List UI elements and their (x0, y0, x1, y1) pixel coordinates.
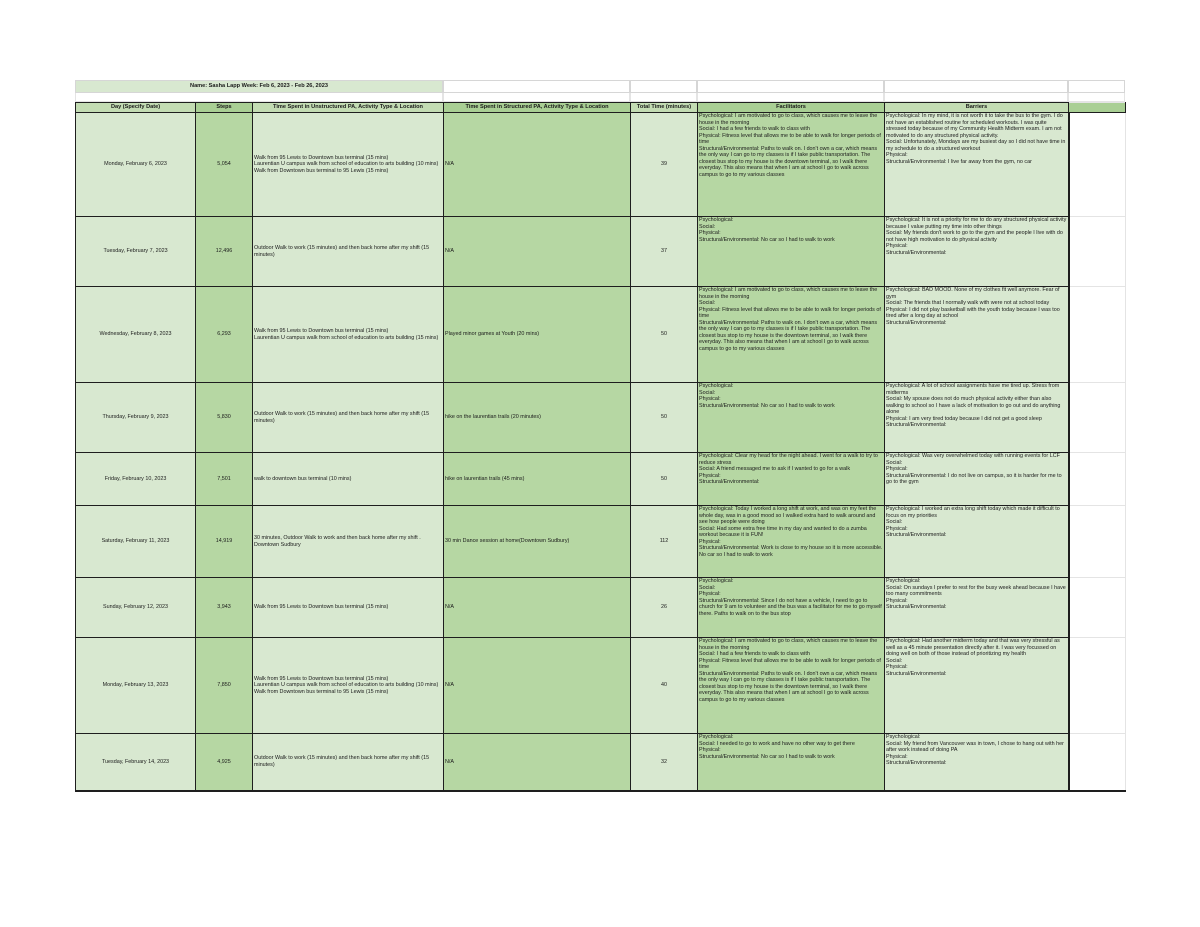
cell-line: Psychological: (886, 578, 921, 584)
header-day[interactable]: Day (Specify Date) (76, 103, 196, 113)
facilitators-cell[interactable] (698, 506, 885, 578)
steps-cell[interactable]: 5,830 (196, 383, 253, 453)
structured-pa-cell[interactable]: hike on laurentian trails (45 mins) (444, 453, 631, 506)
unstructured-pa-cell[interactable] (253, 113, 444, 217)
empty-cell[interactable] (1069, 578, 1126, 638)
steps-cell[interactable]: 4,925 (196, 734, 253, 791)
cell-line: Structural/Environmental: I live far away from the gym, no car (886, 158, 1032, 165)
cell-line: Social: My friends don't work to go to the gym and the people I live with do not have high motivation to do physical activity (886, 230, 1065, 243)
steps-cell[interactable]: 6,293 (196, 287, 253, 383)
cell-line: Physical: Fitness level that allows me to be able to walk for longer periods of time (699, 132, 883, 145)
cell-line: Psychological: In my mind, it is not worth it to take the bus to the gym. I do not have an established routine for scheduled workouts. I was quite stressed today because of my Community Health Midterm exam. I am not motivated to do any structured physical activity. (886, 113, 1065, 139)
cell-line: Psychological: I am motivated to go to class, which causes me to leave the house in the morning (699, 638, 879, 651)
empty-cell[interactable] (1069, 453, 1126, 506)
barriers-cell[interactable] (885, 287, 1069, 383)
structured-pa-cell[interactable]: N/A (444, 217, 631, 287)
cell-line: Structural/Environmental: I do not live on campus, so it is harder for me to go to the gym (886, 472, 1064, 485)
cell-line: Physical: (886, 466, 908, 472)
cell-line: Physical: Fitness level that allows me to be able to walk for longer periods of time (699, 657, 883, 670)
header-row (76, 103, 1126, 113)
cell-line: Social: My spouse does not do much physical activity either than also walking to school so I have a lack of motivation to go out and do anything alone (886, 396, 1062, 415)
activity-log-table (75, 102, 1126, 792)
cell-line: Structural/Environmental: (886, 532, 947, 538)
cell-line: Walk from 95 Lewis to Downtown bus terminal (15 mins) (254, 328, 389, 334)
cell-line: Social: My friend from Vancouver was in town, I chose to hang out with her after work instead of doing PA (886, 740, 1066, 753)
blank-row (75, 93, 1125, 102)
header-total[interactable]: Total Time (minutes) (631, 103, 698, 113)
structured-pa-cell[interactable]: Played minor games at Youth (20 mins) (444, 287, 631, 383)
table-row (76, 506, 1126, 578)
cell-line: Walk from Downtown bus terminal to 95 Lewis (15 mins) (254, 688, 389, 695)
cell-line: Social: Had some extra free time in my day and wanted to do a zumba workout because it is FUN! (699, 525, 869, 538)
cell-line: Structural/Environmental: (886, 319, 947, 326)
facilitators-cell[interactable] (698, 287, 885, 383)
cell-line: Social: The friends that I normally walk with were not at school today (886, 300, 1050, 306)
cell-line: Social: (886, 519, 903, 525)
cell-line: Laurentian U campus walk from school of education to arts building (10 mins) (254, 682, 439, 689)
steps-cell[interactable]: 5,054 (196, 113, 253, 217)
empty-cell[interactable] (697, 80, 884, 93)
cell-line: Structural/Environmental: (886, 604, 947, 610)
cell-line: Social: (699, 223, 716, 230)
title-row (75, 80, 1125, 93)
cell-line: Physical: (699, 538, 721, 545)
day-cell[interactable]: Saturday, February 11, 2023 (76, 506, 196, 578)
cell-line: Outdoor Walk to work (15 minutes) and then back home after my shift (15 minutes) (254, 411, 431, 424)
sheet-title[interactable]: Name: Sasha Lapp Week: Feb 6, 2023 - Feb 26, 2023 (75, 80, 443, 93)
empty-cell[interactable] (1069, 383, 1126, 453)
cell-line: Social: (699, 300, 716, 306)
cell-line: Physical: (699, 747, 721, 753)
total-time-cell[interactable]: 26 (631, 578, 698, 638)
cell-line: Walk from 95 Lewis to Downtown bus terminal (15 mins) (254, 604, 389, 611)
total-time-cell[interactable]: 50 (631, 383, 698, 453)
barriers-cell[interactable] (885, 453, 1069, 506)
day-cell[interactable]: Monday, February 13, 2023 (76, 638, 196, 734)
cell-line: Structural/Environmental: Work is close to my house so it is more accessible. No car so I had to walk to work (699, 545, 885, 558)
cell-line: Physical: (699, 472, 721, 479)
header-facilitators[interactable]: Facilitators (698, 103, 885, 113)
cell-line: Psychological: I worked an extra long shift today which made it difficult to focus on my priorities (886, 506, 1062, 519)
unstructured-pa-cell[interactable] (253, 638, 444, 734)
cell-line: Walk from 95 Lewis to Downtown bus terminal (15 mins) (254, 154, 389, 161)
steps-cell[interactable]: 3,943 (196, 578, 253, 638)
cell-line: Structural/Environmental: Paths to walk on. I don't own a car, which means the only way I can go to my classes is if I take public transportation. The closest bus stop to my house is the downtown terminal, so I walk there everyday. This also means that when I am at school I go to walk across campus to go to my various classes (699, 145, 879, 178)
cell-line: Physical: (699, 591, 721, 597)
empty-cell[interactable] (1069, 638, 1126, 734)
total-time-cell[interactable]: 37 (631, 217, 698, 287)
cell-line: Laurentian U campus walk from school of education to arts building (15 mins) (254, 334, 439, 341)
cell-line: Psychological: Was very overwhelmed today with running events for LCF (886, 453, 1060, 459)
barriers-cell[interactable] (885, 506, 1069, 578)
total-time-cell[interactable]: 32 (631, 734, 698, 791)
unstructured-pa-cell[interactable] (253, 287, 444, 383)
cell-line: Physical: (886, 152, 908, 158)
cell-line: Physical: (699, 230, 721, 236)
table-row (76, 578, 1126, 638)
cell-line: Social: Unfortunately, Mondays are my busiest day so I did not have time in my schedule to do a structured workout (886, 139, 1067, 152)
day-cell[interactable]: Tuesday, February 14, 2023 (76, 734, 196, 791)
table-row (76, 113, 1126, 217)
cell-line: Psychological: (699, 734, 734, 740)
cell-line: Outdoor Walk to work (15 minutes) and then back home after my shift (15 minutes) (254, 755, 431, 768)
cell-line: Structural/Environmental: (699, 479, 760, 485)
cell-line: Physical: (886, 525, 908, 532)
structured-pa-cell[interactable]: N/A (444, 113, 631, 217)
day-cell[interactable]: Monday, February 6, 2023 (76, 113, 196, 217)
cell-line: Psychological: I am motivated to go to class, which causes me to leave the house in the morning (699, 287, 879, 300)
unstructured-pa-cell[interactable] (253, 383, 444, 453)
structured-pa-cell[interactable]: N/A (444, 734, 631, 791)
table-row (76, 638, 1126, 734)
unstructured-pa-cell[interactable] (253, 578, 444, 638)
day-cell[interactable]: Friday, February 10, 2023 (76, 453, 196, 506)
empty-cell[interactable] (1069, 113, 1126, 217)
steps-cell[interactable]: 14,919 (196, 506, 253, 578)
empty-cell[interactable] (1068, 80, 1125, 93)
barriers-cell[interactable] (885, 734, 1069, 791)
total-time-cell[interactable]: 50 (631, 287, 698, 383)
cell-line: Social: On sundays I prefer to rest for the busy week ahead because I have too many commitments (886, 584, 1068, 597)
day-cell[interactable]: Wednesday, February 8, 2023 (76, 287, 196, 383)
structured-pa-cell[interactable]: N/A (444, 578, 631, 638)
empty-cell[interactable] (630, 80, 697, 93)
unstructured-pa-cell[interactable] (253, 453, 444, 506)
cell-line: Structural/Environmental: (886, 249, 947, 256)
cell-line: Psychological: (699, 217, 734, 223)
cell-line: Physical: (886, 664, 908, 670)
facilitators-cell[interactable] (698, 578, 885, 638)
table-row (76, 287, 1126, 383)
cell-line: Physical: I am very tired today because I did not get a good sleep (886, 415, 1042, 422)
facilitators-cell[interactable] (698, 113, 885, 217)
cell-line: Structural/Environmental: (886, 760, 947, 766)
header-steps[interactable]: Steps (196, 103, 253, 113)
cell-line: Physical: (886, 753, 908, 760)
facilitators-cell[interactable] (698, 453, 885, 506)
cell-line: Psychological: A lot of school assignments have me tired up. Stress from midterms (886, 383, 1061, 396)
header-structured[interactable]: Time Spent in Structured PA, Activity Type & Location (444, 103, 631, 113)
cell-line: Psychological: It is not a priority for me to do any structured physical activity because I value putting my time into other things (886, 217, 1068, 230)
header-barriers[interactable]: Barriers (885, 103, 1069, 113)
facilitators-cell[interactable] (698, 638, 885, 734)
facilitators-cell[interactable] (698, 734, 885, 791)
cell-line: Psychological: (699, 578, 734, 584)
cell-line: Laurentian U campus walk from school of education to arts building (10 mins) (254, 161, 439, 168)
table-row (76, 453, 1126, 506)
cell-line: Structural/Environmental: No car so I had to walk to work (699, 753, 835, 760)
barriers-cell[interactable] (885, 217, 1069, 287)
empty-cell[interactable] (1069, 287, 1126, 383)
cell-line: Social: (886, 459, 903, 466)
total-time-cell[interactable]: 40 (631, 638, 698, 734)
unstructured-pa-cell[interactable] (253, 734, 444, 791)
cell-line: Social: (699, 584, 716, 591)
steps-cell[interactable]: 7,850 (196, 638, 253, 734)
steps-cell[interactable]: 7,501 (196, 453, 253, 506)
cell-line: 30 minutes, Outdoor Walk to work and then back home after my shift . Downtown Sudbury (254, 535, 423, 548)
cell-line: walk to downtown bus terminal (10 mins) (254, 475, 352, 482)
unstructured-pa-cell[interactable] (253, 217, 444, 287)
barriers-cell[interactable] (885, 578, 1069, 638)
steps-cell[interactable]: 12,496 (196, 217, 253, 287)
cell-line: Social: I had a few friends to walk to class with (699, 651, 810, 657)
cell-line: Psychological: Had another midterm today and that was very stressful as well as a 45 minute presentation directly after it. I was very focussed on doing well on both of those instead of prioritizing my health (886, 638, 1062, 657)
total-time-cell[interactable]: 50 (631, 453, 698, 506)
table-row (76, 217, 1126, 287)
cell-line: Structural/Environmental: (886, 422, 947, 428)
structured-pa-cell[interactable]: 30 min Dance session at home(Downtown Sudbury) (444, 506, 631, 578)
cell-line: Psychological: Clear my head for the night ahead. I went for a walk to try to reduce stress (699, 453, 880, 466)
cell-line: Physical: (886, 597, 908, 604)
structured-pa-cell[interactable]: N/A (444, 638, 631, 734)
day-cell[interactable]: Sunday, February 12, 2023 (76, 578, 196, 638)
cell-line: Psychological: I am motivated to go to class, which causes me to leave the house in the morning (699, 113, 879, 126)
table-row (76, 383, 1126, 453)
cell-line: Physical: Fitness level that allows me to be able to walk for longer periods of time (699, 306, 883, 319)
day-cell[interactable]: Tuesday, February 7, 2023 (76, 217, 196, 287)
facilitators-cell[interactable] (698, 217, 885, 287)
empty-cell[interactable] (884, 80, 1068, 93)
cell-line: Structural/Environmental: Paths to walk on. I don't own a car, which means the only way I can go to my classes is if I take public transportation. The closest bus stop to my house is the downtown terminal, so I walk there everyday. This also means that when I am at school I go to walk across campus to go to my various classes (699, 319, 879, 352)
cell-line: Social: (699, 389, 716, 396)
spreadsheet (75, 80, 1125, 792)
cell-line: Psychological: BAD MOOD. None of my clothes fit well anymore. Fear of gym (886, 287, 1061, 300)
cell-line: Social: I had a few friends to walk to class with (699, 126, 810, 132)
empty-cell[interactable] (1069, 506, 1126, 578)
facilitators-cell[interactable] (698, 383, 885, 453)
barriers-cell[interactable] (885, 113, 1069, 217)
header-unstructured[interactable]: Time Spent in Unstructured PA, Activity Type & Location (253, 103, 444, 113)
cell-line: Structural/Environmental: No car so I had to walk to work (699, 402, 835, 409)
empty-cell[interactable] (443, 80, 630, 93)
unstructured-pa-cell[interactable] (253, 506, 444, 578)
cell-line: Structural/Environmental: No car so I had to walk to work (699, 236, 835, 243)
cell-line: Outdoor Walk to work (15 minutes) and then back home after my shift (15 minutes) (254, 245, 431, 258)
cell-line: Psychological: Today I worked a long shift at work, and was on my feet the whole day, was in a good mood so I walked extra hard to walk around and see how people were doing (699, 506, 878, 525)
barriers-cell[interactable] (885, 638, 1069, 734)
cell-line: Social: (886, 657, 903, 664)
empty-cell[interactable] (1069, 734, 1126, 791)
day-cell[interactable]: Thursday, February 9, 2023 (76, 383, 196, 453)
cell-line: Physical: (699, 396, 721, 402)
empty-cell[interactable] (1069, 217, 1126, 287)
cell-line: Psychological: (886, 734, 921, 740)
cell-line: Structural/Environmental: (886, 670, 947, 677)
cell-line: Social: A friend messaged me to ask if I wanted to go for a walk (699, 466, 851, 472)
cell-line: Structural/Environmental: Since I do not have a vehicle, I need to go to church for 9 am to volunteer and the bus was a facilitator for me to go myself there. Paths to walk on to the bus stop (699, 597, 884, 617)
cell-line: Physical: I did not play basketball with the youth today because I was too tired after a long day at school (886, 306, 1062, 319)
cell-line: Walk from 95 Lewis to Downtown bus terminal (15 mins) (254, 675, 389, 682)
cell-line: Psychological: (699, 383, 734, 389)
total-time-cell[interactable]: 112 (631, 506, 698, 578)
table-row (76, 734, 1126, 791)
cell-line: Walk from Downtown bus terminal to 95 Lewis (15 mins) (254, 167, 389, 174)
cell-line: Social: I needed to go to work and have no other way to get there (699, 740, 855, 747)
total-time-cell[interactable]: 39 (631, 113, 698, 217)
cell-line: Structural/Environmental: Paths to walk on. I don't own a car, which means the only way I can go to my classes is if I take public transportation. The closest bus stop to my house is the downtown terminal, so I walk there everyday. This also means that when I am at school I go to walk across campus to go to my various classes (699, 670, 879, 703)
barriers-cell[interactable] (885, 383, 1069, 453)
empty-cell[interactable] (1069, 103, 1126, 113)
structured-pa-cell[interactable]: hike on the laurentian trails (20 minutes) (444, 383, 631, 453)
cell-line: Physical: (886, 243, 908, 249)
